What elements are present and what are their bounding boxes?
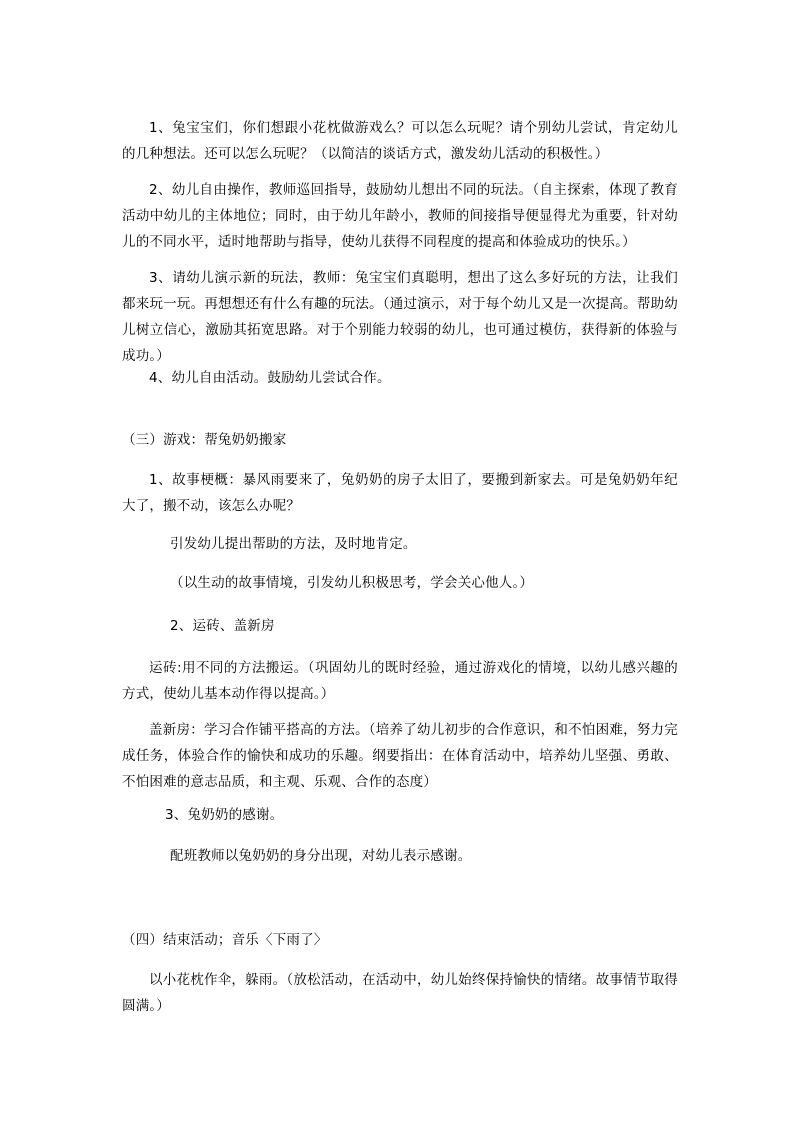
paragraph-step-3: 3、请幼儿演示新的玩法，教师：兔宝宝们真聪明，想出了这么多好玩的方法，让我们都来玩一玩。再想想还有什么有趣的玩法。（通过演示，对于每个幼儿又是一次提高。帮助幼儿树立信心，激励其拓宽思路。对于个别能力较弱的幼儿，也可通过模仿，获得新的体验与成功。） — [122, 270, 678, 364]
paragraph-story-note: （以生动的故事情境，引发幼儿积极思考，学会关心他人。） — [170, 575, 534, 591]
paragraph-step-1: 1、兔宝宝们，你们想跟小花枕做游戏么？可以怎么玩呢？请个别幼儿尝试，肯定幼儿的几种想法。还可以怎么玩呢？（以简洁的谈话方式，激发幼儿活动的积极性。） — [122, 120, 678, 162]
paragraph-grandma-thanks: 3、兔奶奶的感谢。 — [165, 807, 284, 823]
paragraph-build-house: 盖新房：学习合作铺平搭高的方法。（培养了幼儿初步的合作意识，和不怕困难，努力完成任务，体验合作的愉快和成功的乐趣。纲要指出：在体育活动中，培养幼儿坚强、勇敢、不怕困难的意志品质，和主观、乐观、合作的态度） — [122, 722, 678, 790]
paragraph-step-4: 4、幼儿自由活动。鼓励幼儿尝试合作。 — [149, 370, 391, 386]
paragraph-teacher-role: 配班教师以兔奶奶的身分出现，对幼儿表示感谢。 — [170, 848, 472, 864]
paragraph-step-2: 2、幼儿自由操作，教师巡回指导，鼓励幼儿想出不同的玩法。（自主探索，体现了教育活动中幼儿的主体地位；同时，由于幼儿年龄小，教师的间接指导便显得尤为重要，针对幼儿的不同水平，适时地帮助与指导，使幼儿获得不同程度的提高和体验成功的快乐。） — [122, 182, 678, 250]
paragraph-prompt-help: 引发幼儿提出帮助的方法，及时地肯定。 — [170, 536, 417, 552]
section-heading-4: （四）结束活动；音乐〈下雨了〉 — [122, 932, 328, 948]
paragraph-carry-bricks: 运砖:用不同的方法搬运。（巩固幼儿的既时经验，通过游戏化的情境，以幼儿感兴趣的方式，使幼儿基本动作得以提高。） — [122, 660, 678, 702]
paragraph-step-bricks: 2、运砖、盖新房 — [170, 618, 275, 634]
paragraph-story-summary: 1、故事梗概：暴风雨要来了，兔奶奶的房子太旧了，要搬到新家去。可是兔奶奶年纪大了，搬不动，该怎么办呢？ — [122, 472, 678, 514]
paragraph-ending-activity: 以小花枕作伞，躲雨。（放松活动，在活动中，幼儿始终保持愉快的情绪。故事情节取得圆满。） — [122, 972, 678, 1014]
section-heading-3: （三）游戏：帮兔奶奶搬家 — [122, 432, 287, 448]
